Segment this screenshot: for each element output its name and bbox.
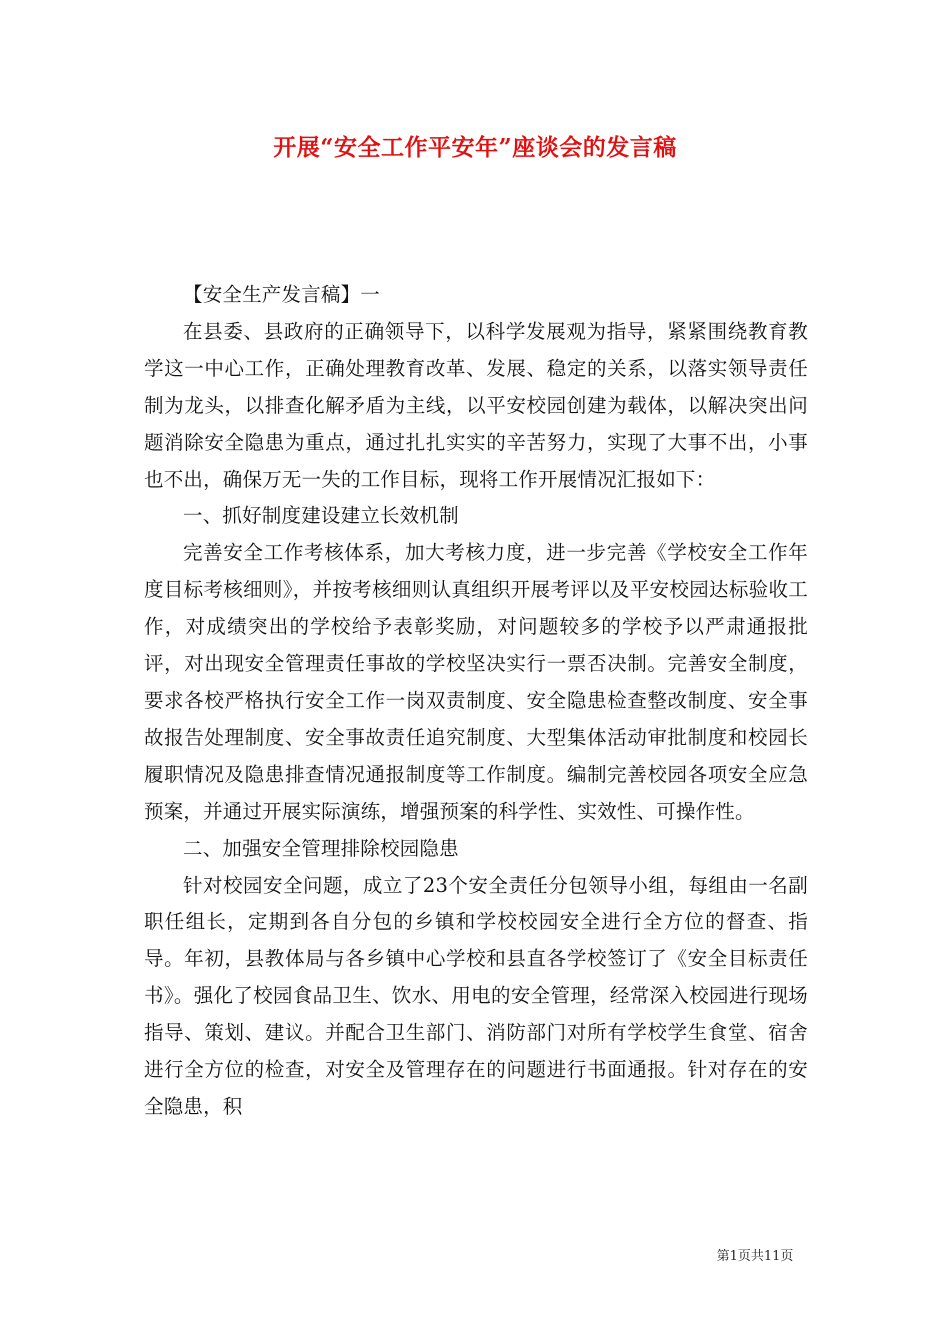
paragraph-intro: 在县委、县政府的正确领导下，以科学发展观为指导，紧紧围绕教育教学这一中心工作，正确处理教育改革、发展、稳定的关系，以落实领导责任制为龙头，以排查化解矛盾为主线，以平安校园创建为载体，以解决突出问题消除安全隐患为重点，通过扎扎实实的辛苦努力，实现了大事不出，小事也不出，确保万无一失的工作目标，现将工作开展情况汇报如下：: [144, 319, 808, 491]
page-number-footer: 第1页共11页: [716, 1249, 794, 1264]
section-heading-1: 一、抓好制度建设建立长效机制: [183, 504, 459, 528]
section-heading-2: 二、加强安全管理排除校园隐患: [183, 836, 459, 860]
paragraph-safety-management: 针对校园安全问题，成立了23个安全责任分包领导小组，每组由一名副职任组长，定期到各自分包的乡镇和学校校园安全进行全方位的督查、指导。年初，县教体局与各乡镇中心学校和县直各学校签订了《安全目标责任书》。强化了校园食品卫生、饮水、用电的安全管理，经常深入校园进行现场指导、策划、建议。并配合卫生部门、消防部门对所有学校学生食堂、宿舍进行全方位的检查，对安全及管理存在的问题进行书面通报。针对存在的安全隐患，积: [144, 873, 808, 1118]
document-title: 开展“安全工作平安年”座谈会的发言稿: [273, 134, 677, 161]
document-body: [144, 277, 808, 1126]
section-label: 【安全生产发言稿】一: [183, 283, 381, 306]
paragraph-system-building: 完善安全工作考核体系，加大考核力度，进一步完善《学校安全工作年度目标考核细则》，并按考核细则认真组织开展考评以及平安校园达标验收工作，对成绩突出的学校给予表彰奖励，对问题较多的学校予以严肃通报批评，对出现安全管理责任事故的学校坚决实行一票否决制。完善安全制度，要求各校严格执行安全工作一岗双责制度、安全隐患检查整改制度、安全事故报告处理制度、安全事故责任追究制度、大型集体活动审批制度和校园长履职情况及隐患排查情况通报制度等工作制度。编制完善校园各项安全应急预案，并通过开展实际演练，增强预案的科学性、实效性、可操作性。: [144, 541, 808, 823]
